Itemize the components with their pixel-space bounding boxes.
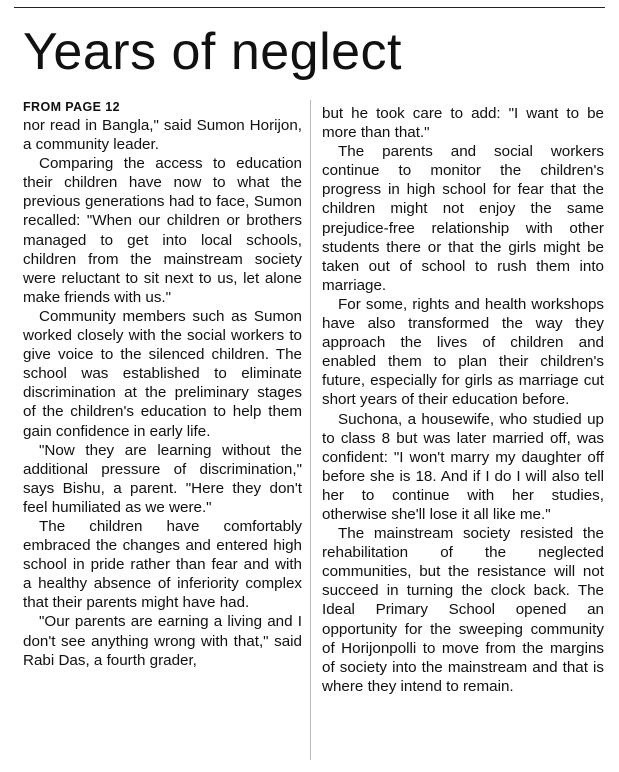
paragraph: The mainstream society resisted the rehabilitation of the neglected communities, but the resistance will not succeed in turning the clock back. The Ideal Primary School opened an opportunity for the sweeping community of Horijonpolli to move from the margins of society into the mainstream and that is where they intend to remain.	[322, 525, 604, 695]
right-column	[322, 104, 604, 696]
paragraph: Suchona, a housewife, who studied up to class 8 but was later married off, was confident: "I won't marry my daughter off before she is 18. And if I do I will also tell her to continue with her studies, otherwise she'll lose it all like me."	[322, 410, 604, 523]
paragraph: The parents and social workers continue to monitor the children's progress in high school for fear that the children might not enjoy the same prejudice-free relationship with other students there or that the girls might be taken out of school to rush them into marriage.	[322, 143, 604, 294]
paragraph: For some, rights and health workshops have also transformed the way they approach the lives of children and enabled them to plan their children's future, especially for girls as marriage cut short years of their education before.	[322, 295, 604, 409]
jump-line: FROM PAGE 12	[23, 100, 120, 114]
paragraph: The children have comfortably embraced the changes and entered high school in pride rather than fear and with a healthy absence of inferiority complex that their parents might have had.	[23, 517, 302, 612]
paragraph: nor read in Bangla," said Sumon Horijon, a community leader.	[23, 117, 302, 154]
paragraph: "Now they are learning without the additional pressure of discrimination," says Bishu, a parent. "Here they don't feel humiliated as we were."	[23, 441, 302, 516]
left-column	[23, 99, 302, 670]
headline: Years of neglect	[23, 23, 403, 81]
column-divider	[310, 100, 311, 760]
top-rule	[14, 7, 605, 8]
paragraph: "Our parents are earning a living and I don't see anything wrong with that," said Rabi Das, a fourth grader,	[23, 613, 302, 669]
paragraph: but he took care to add: "I want to be more than that."	[322, 105, 604, 142]
paragraph: Community members such as Sumon worked closely with the social workers to give voice to the silenced children. The school was established to eliminate discrimination at the preliminary stages of the children's education to help them gain confidence in early life.	[23, 307, 302, 440]
paragraph: Comparing the access to education their children have now to what the previous generations had to face, Sumon recalled: "When our children or brothers managed to get into local schools, children from the mainstream society were reluctant to sit next to us, let alone make friends with us."	[23, 155, 302, 306]
